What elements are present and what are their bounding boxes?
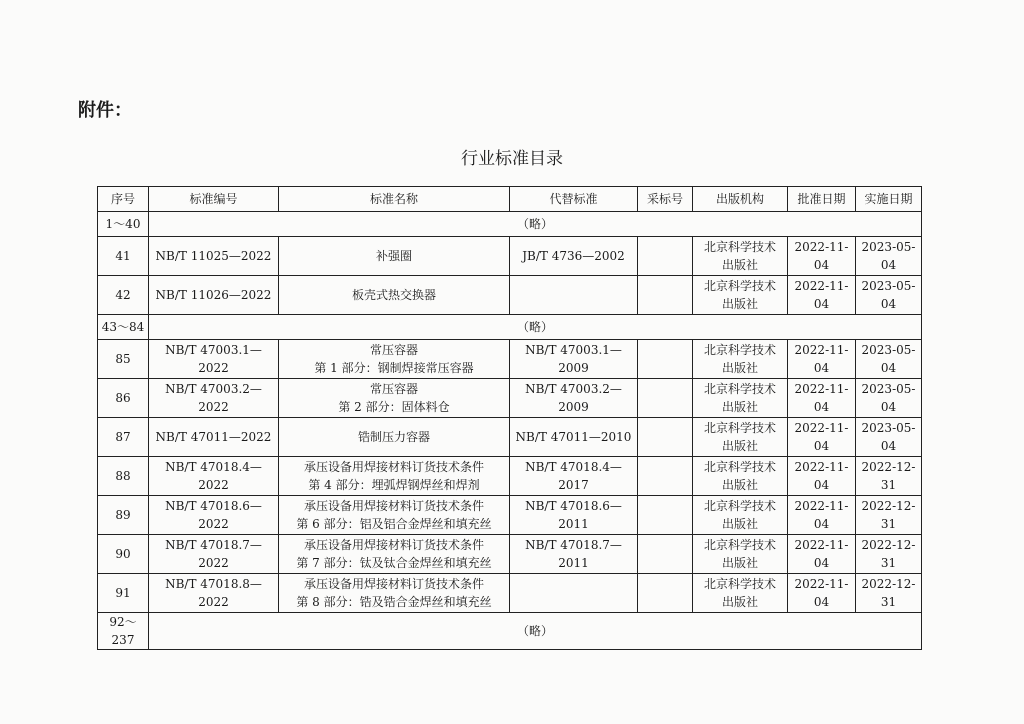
col-header-approve-date: 批准日期 — [788, 187, 856, 212]
cell-code: NB/T 47018.7—2022 — [149, 535, 279, 574]
cell-adopt — [638, 574, 693, 613]
cell-publisher — [693, 276, 788, 315]
cell-effective-date: 2023-05-04 — [856, 276, 922, 315]
cell-no: 89 — [98, 496, 149, 535]
name-line1: 承压设备用焊接材料订货技术条件 — [303, 577, 484, 591]
publisher-line1: 北京科学技术 — [703, 499, 776, 513]
name-line2: 第 1 部分：钢制焊接常压容器 — [314, 361, 474, 375]
cell-adopt — [638, 418, 693, 457]
cell-code: NB/T 47018.8—2022 — [149, 574, 279, 613]
table-row — [98, 418, 922, 457]
cell-name — [279, 379, 510, 418]
cell-no: 91 — [98, 574, 149, 613]
cell-replace: NB/T 47018.6—2011 — [510, 496, 638, 535]
cell-adopt — [638, 340, 693, 379]
omitted-note: （略） — [149, 613, 922, 650]
publisher-line1: 北京科学技术 — [703, 538, 776, 552]
col-header-adopt: 采标号 — [638, 187, 693, 212]
name-line1: 承压设备用焊接材料订货技术条件 — [303, 538, 484, 552]
cell-name — [279, 340, 510, 379]
cell-effective-date: 2022-12-31 — [856, 535, 922, 574]
cell-no: 88 — [98, 457, 149, 496]
publisher-line1: 北京科学技术 — [703, 240, 776, 254]
publisher-line1: 北京科学技术 — [703, 421, 776, 435]
name-line1: 锆制压力容器 — [357, 430, 430, 444]
cell-name — [279, 574, 510, 613]
cell-approve-date: 2022-11-04 — [788, 535, 856, 574]
table-row — [98, 276, 922, 315]
publisher-line2: 出版社 — [721, 556, 758, 570]
omitted-note: （略） — [149, 315, 922, 340]
omitted-row — [98, 315, 922, 340]
cell-replace: NB/T 47018.4—2017 — [510, 457, 638, 496]
cell-adopt — [638, 535, 693, 574]
name-line1: 常压容器 — [369, 382, 418, 396]
cell-replace — [510, 276, 638, 315]
cell-replace — [510, 574, 638, 613]
cell-publisher — [693, 457, 788, 496]
cell-effective-date: 2023-05-04 — [856, 379, 922, 418]
publisher-line2: 出版社 — [721, 361, 758, 375]
publisher-line1: 北京科学技术 — [703, 343, 776, 357]
cell-approve-date: 2022-11-04 — [788, 340, 856, 379]
cell-replace: JB/T 4736—2002 — [510, 237, 638, 276]
cell-no: 41 — [98, 237, 149, 276]
cell-no: 87 — [98, 418, 149, 457]
cell-code: NB/T 11025—2022 — [149, 237, 279, 276]
cell-effective-date: 2022-12-31 — [856, 574, 922, 613]
name-line2: 第 7 部分：钛及钛合金焊丝和填充丝 — [296, 556, 492, 570]
cell-replace: NB/T 47003.1—2009 — [510, 340, 638, 379]
cell-replace: NB/T 47011—2010 — [510, 418, 638, 457]
omitted-row — [98, 613, 922, 650]
cell-publisher — [693, 574, 788, 613]
cell-publisher — [693, 535, 788, 574]
publisher-line2: 出版社 — [721, 297, 758, 311]
table-row — [98, 457, 922, 496]
publisher-line2: 出版社 — [721, 400, 758, 414]
cell-replace: NB/T 47003.2—2009 — [510, 379, 638, 418]
col-header-effective-date: 实施日期 — [856, 187, 922, 212]
name-line2: 第 8 部分：锆及锆合金焊丝和填充丝 — [296, 595, 492, 609]
cell-no: 85 — [98, 340, 149, 379]
publisher-line2: 出版社 — [721, 517, 758, 531]
col-header-publisher: 出版机构 — [693, 187, 788, 212]
cell-approve-date: 2022-11-04 — [788, 237, 856, 276]
publisher-line2: 出版社 — [721, 439, 758, 453]
cell-no: 90 — [98, 535, 149, 574]
publisher-line1: 北京科学技术 — [703, 279, 776, 293]
cell-approve-date: 2022-11-04 — [788, 276, 856, 315]
cell-publisher — [693, 379, 788, 418]
publisher-line1: 北京科学技术 — [703, 577, 776, 591]
attachment-label: 附件： — [78, 100, 132, 121]
col-header-no: 序号 — [98, 187, 149, 212]
cell-code: NB/T 47003.2—2022 — [149, 379, 279, 418]
table-row — [98, 379, 922, 418]
cell-code: NB/T 47011—2022 — [149, 418, 279, 457]
cell-no: 42 — [98, 276, 149, 315]
table-row — [98, 496, 922, 535]
name-line1: 补强圈 — [375, 249, 412, 263]
col-header-replace: 代替标准 — [510, 187, 638, 212]
cell-publisher — [693, 340, 788, 379]
omitted-note: （略） — [149, 212, 922, 237]
cell-effective-date: 2023-05-04 — [856, 340, 922, 379]
table-row — [98, 237, 922, 276]
cell-approve-date: 2022-11-04 — [788, 574, 856, 613]
cell-name — [279, 276, 510, 315]
publisher-line2: 出版社 — [721, 595, 758, 609]
cell-effective-date: 2023-05-04 — [856, 418, 922, 457]
name-line1: 承压设备用焊接材料订货技术条件 — [303, 499, 484, 513]
omitted-row — [98, 212, 922, 237]
cell-approve-date: 2022-11-04 — [788, 418, 856, 457]
standards-table — [97, 186, 922, 650]
cell-name — [279, 496, 510, 535]
publisher-line2: 出版社 — [721, 258, 758, 272]
cell-publisher — [693, 418, 788, 457]
cell-approve-date: 2022-11-04 — [788, 379, 856, 418]
col-header-name: 标准名称 — [279, 187, 510, 212]
cell-adopt — [638, 379, 693, 418]
table-row — [98, 535, 922, 574]
name-line2: 第 6 部分：铝及铝合金焊丝和填充丝 — [296, 517, 492, 531]
cell-replace: NB/T 47018.7—2011 — [510, 535, 638, 574]
document-title: 行业标准目录 — [461, 149, 563, 169]
cell-adopt — [638, 276, 693, 315]
cell-code: NB/T 47003.1—2022 — [149, 340, 279, 379]
cell-adopt — [638, 457, 693, 496]
name-line1: 承压设备用焊接材料订货技术条件 — [303, 460, 484, 474]
omitted-range: 43～84 — [98, 315, 149, 340]
cell-adopt — [638, 496, 693, 535]
table-row — [98, 340, 922, 379]
cell-effective-date: 2023-05-04 — [856, 237, 922, 276]
cell-effective-date: 2022-12-31 — [856, 496, 922, 535]
cell-adopt — [638, 237, 693, 276]
cell-name — [279, 418, 510, 457]
cell-no: 86 — [98, 379, 149, 418]
publisher-line1: 北京科学技术 — [703, 460, 776, 474]
cell-approve-date: 2022-11-04 — [788, 496, 856, 535]
omitted-range: 92～237 — [98, 613, 149, 650]
col-header-code: 标准编号 — [149, 187, 279, 212]
omitted-range: 1～40 — [98, 212, 149, 237]
cell-name — [279, 535, 510, 574]
name-line1: 板壳式热交换器 — [351, 288, 436, 302]
cell-effective-date: 2022-12-31 — [856, 457, 922, 496]
cell-code: NB/T 47018.6—2022 — [149, 496, 279, 535]
publisher-line2: 出版社 — [721, 478, 758, 492]
cell-publisher — [693, 496, 788, 535]
cell-name — [279, 237, 510, 276]
name-line1: 常压容器 — [369, 343, 418, 357]
cell-approve-date: 2022-11-04 — [788, 457, 856, 496]
cell-code: NB/T 47018.4—2022 — [149, 457, 279, 496]
table-row — [98, 574, 922, 613]
name-line2: 第 4 部分：埋弧焊钢焊丝和焊剂 — [308, 478, 480, 492]
cell-code: NB/T 11026—2022 — [149, 276, 279, 315]
cell-publisher — [693, 237, 788, 276]
name-line2: 第 2 部分：固体料仓 — [338, 400, 450, 414]
table-header-row — [98, 187, 922, 212]
cell-name — [279, 457, 510, 496]
publisher-line1: 北京科学技术 — [703, 382, 776, 396]
